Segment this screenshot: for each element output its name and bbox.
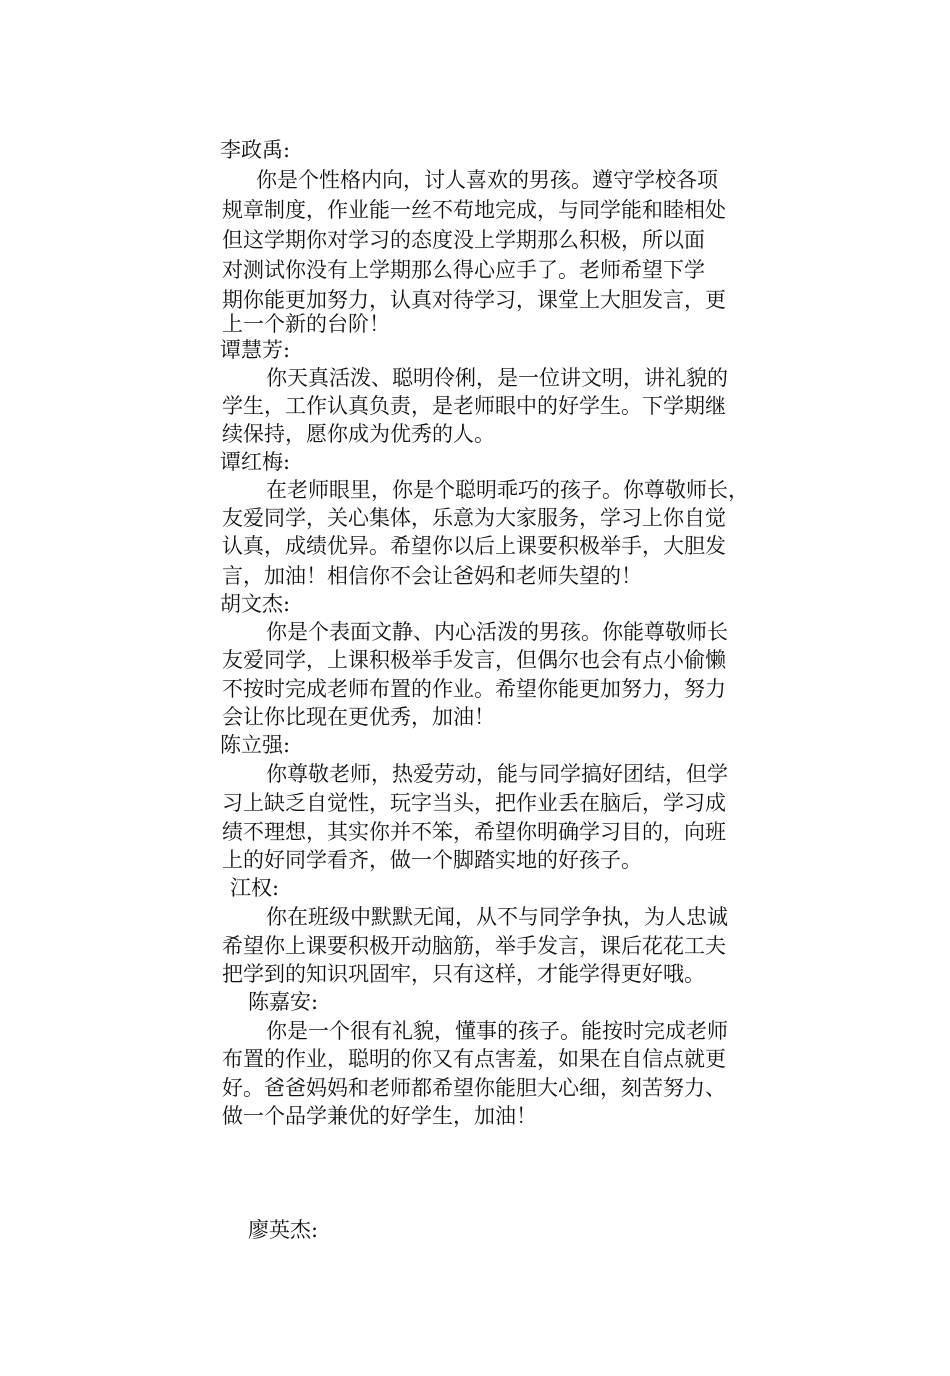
comment-line: 好。爸爸妈妈和老师都希望你能胆大心细，刻苦努力、 [222, 1076, 726, 1100]
comment-line: 你天真活泼、聪明伶俐，是一位讲文明，讲礼貌的 [266, 366, 728, 390]
comment-line: 你是个性格内向，讨人喜欢的男孩。遵守学校各项 [256, 168, 718, 192]
comment-line: 把学到的知识巩固牢，只有这样，才能学得更好哦。 [222, 962, 705, 986]
comment-line: 认真，成绩优异。希望你以后上课要积极举手，大胆发 [222, 534, 726, 558]
comment-line: 绩不理想，其实你并不笨，希望你明确学习目的，向班 [222, 820, 726, 844]
comment-line: 布置的作业，聪明的你又有点害羞，如果在自信点就更 [222, 1047, 726, 1071]
comment-line: 做一个品学兼优的好学生，加油！ [222, 1104, 537, 1128]
comment-line: 你尊敬老师，热爱劳动，能与同学搞好团结，但学 [266, 762, 728, 786]
comment-line: 友爱同学，关心集体，乐意为大家服务，学习上你自觉 [222, 506, 726, 530]
student-name: 谭红梅: [220, 450, 291, 474]
comment-line: 学生，工作认真负责，是老师眼中的好学生。下学期继 [222, 394, 726, 418]
student-name: 江权: [230, 876, 280, 900]
comment-line: 对测试你没有上学期那么得心应手了。老师希望下学 [222, 258, 705, 282]
comment-line: 续保持，愿你成为优秀的人。 [222, 422, 495, 446]
comment-line: 规章制度，作业能一丝不苟地完成，与同学能和睦相处 [222, 198, 726, 222]
student-name: 陈嘉安: [248, 990, 319, 1014]
comment-line: 期你能更加努力，认真对待学习，课堂上大胆发言，更 [222, 288, 726, 312]
student-name: 李政禹: [220, 138, 291, 162]
comment-line: 上的好同学看齐，做一个脚踏实地的好孩子。 [222, 848, 642, 872]
comment-line: 你是个表面文静、内心活泼的男孩。你能尊敬师长 [266, 620, 728, 644]
comment-line: 希望你上课要积极开动脑筋，举手发言，课后花花工夫 [222, 934, 726, 958]
student-name: 谭慧芳: [220, 338, 291, 362]
comment-line: 言，加油！相信你不会让爸妈和老师失望的！ [222, 564, 642, 588]
comment-line: 但这学期你对学习的态度没上学期那么积极，所以面 [222, 228, 705, 252]
comment-line: 上一个新的台阶！ [222, 312, 390, 336]
comment-line: 你是一个很有礼貌，懂事的孩子。能按时完成老师 [266, 1019, 728, 1043]
comment-line: 不按时完成老师布置的作业。希望你能更加努力，努力 [222, 677, 726, 701]
student-name: 廖英杰: [248, 1218, 319, 1242]
comment-line: 在老师眼里，你是个聪明乖巧的孩子。你尊敬师长， [266, 478, 749, 502]
student-name: 陈立强: [220, 733, 291, 757]
student-name: 胡文杰: [220, 592, 291, 616]
comment-line: 友爱同学，上课积极举手发言，但偶尔也会有点小偷懒 [222, 648, 726, 672]
comment-line: 会让你比现在更优秀，加油！ [222, 705, 495, 729]
comment-line: 你在班级中默默无闻，从不与同学争执，为人忠诚 [266, 905, 728, 929]
comment-line: 习上缺乏自觉性，玩字当头，把作业丢在脑后，学习成 [222, 791, 726, 815]
